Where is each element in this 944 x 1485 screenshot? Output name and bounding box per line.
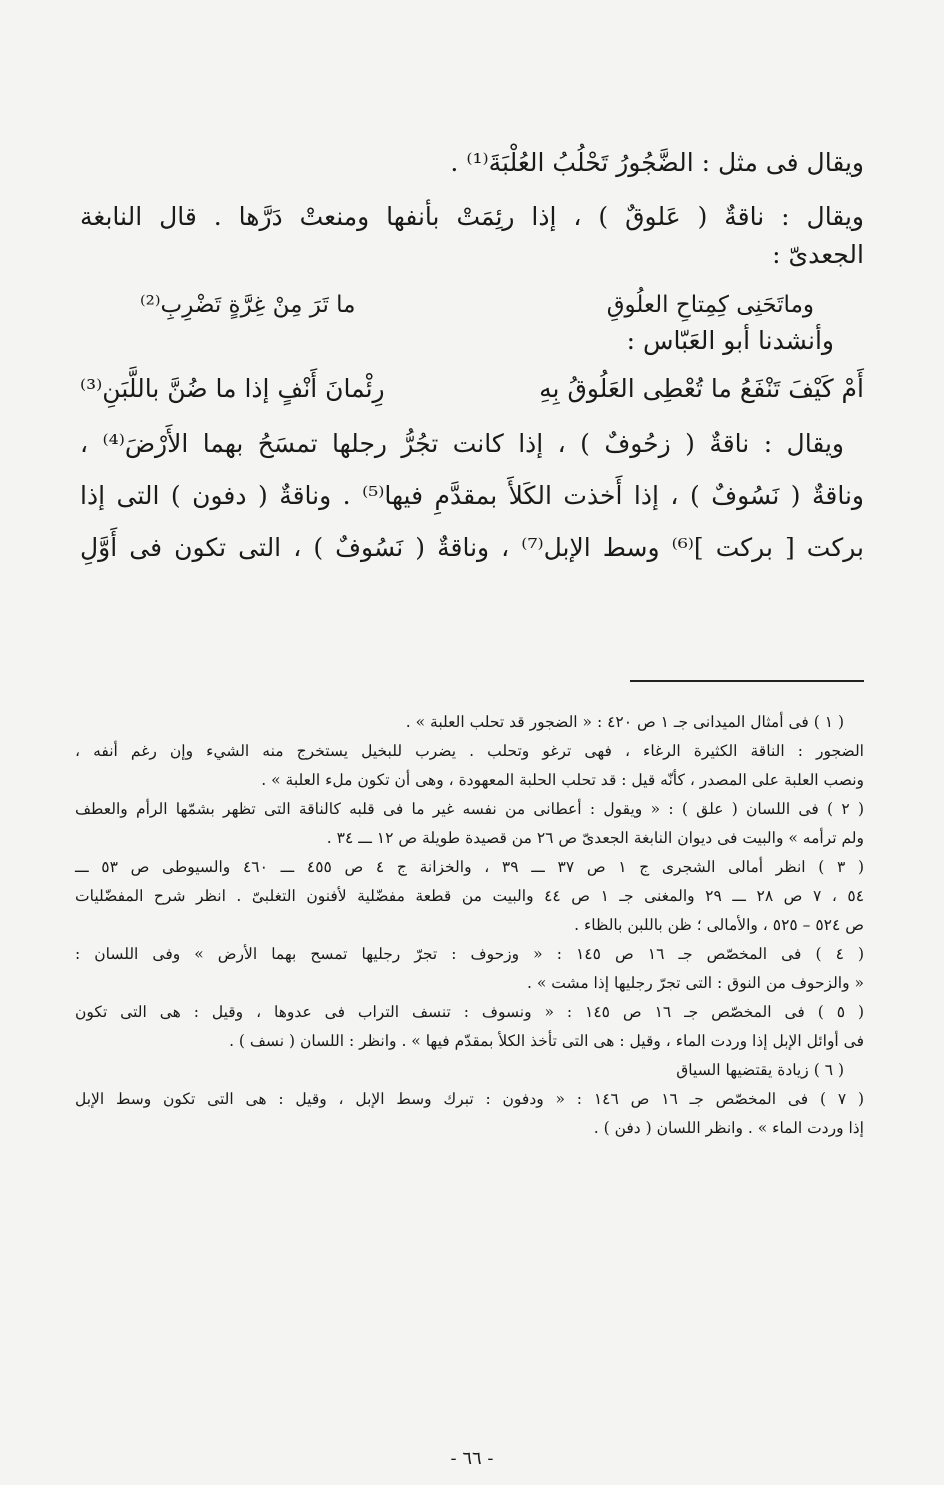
- footnote-divider: [630, 680, 864, 682]
- verse-1: [80, 292, 864, 318]
- text-line-9: بركت [ بركت ]⁽⁶⁾ وسط الإبل⁽⁷⁾ ، وناقةٌ ( نَسُوفٌ ) ، التى تكون فى أَوَّلِ: [80, 533, 864, 562]
- footnote-7: ( ٧ ) فى المخصّص جـ ١٦ ص ١٤٦ : « ودفون : تبرك وسط الإبل ، وقيل : هى التى تكون وسط الإبل: [75, 1090, 864, 1108]
- verse-2-second-hemistich: رِئْمانَ أَنْفٍ إذا ما ضُنَّ باللَّبَنِ⁽³⁾: [80, 374, 385, 403]
- text-line-5: وأنشدنا أبو العَبّاس :: [626, 326, 834, 355]
- text-line-8: وناقةٌ ( نَسُوفٌ ) ، إذا أَخذت الكَلأَ بمقدَّمِ فيها⁽⁵⁾ . وناقةٌ ( دفون ) التى إذا: [80, 481, 864, 510]
- text-line-7: ويقال : ناقةٌ ( زحُوفٌ ) ، إذا كانت تجُرُّ رجلها تمسَحُ بهما الأَرْضَ⁽⁴⁾ ،: [80, 429, 845, 458]
- footnote-2: ( ٢ ) فى اللسان ( علق ) : « ويقول : أعطانى من نفسه غير ما فى قلبه كالناقة التى تظهر بشمّها الرأم والعطف: [75, 800, 864, 818]
- footnote-2-cont: ولم ترأمه » والبيت فى ديوان النابغة الجعدىّ ص ٢٦ من قصيدة طويلة ص ١٢ ـــ ٣٤ .: [326, 829, 864, 847]
- text-line-1: ويقال فى مثل : الضَّجُورُ تَحْلُبُ العُلْبَةَ⁽¹⁾ .: [450, 148, 864, 177]
- footnote-1-cont: الضجور : الناقة الكثيرة الرغاء ، فهى ترغو وتحلب . يضرب للبخيل يستخرج منه الشيء وإن رغم أنفه ،: [75, 742, 864, 760]
- main-text: [80, 140, 864, 563]
- verse-1-first-hemistich: وماتَحَنِى كِمِتاحِ العلُوقِ: [606, 292, 814, 318]
- verse-2: [80, 374, 864, 403]
- footnote-5-cont: فى أوائل الإبل إذا وردت الماء ، وقيل : هى التى تأخذ الكلأ بمقدّم فيها » . وانظر : اللسان ( نسف ) .: [229, 1032, 864, 1050]
- page-number: - ٦٦ -: [450, 1448, 494, 1469]
- footnote-4: ( ٤ ) فى المخصّص جـ ١٦ ص ١٤٥ : « وزحوف : تجرّ رجليها تمسح بهما الأرض » وفى اللسان :: [75, 945, 864, 963]
- footnote-7-cont: إذا وردت الماء » . وانظر اللسان ( دفن ) .: [593, 1119, 864, 1137]
- footnote-3-cont: ص ٥٢٤ – ٥٢٥ ، والأمالى ؛ ظن باللبن بالظاء .: [574, 916, 864, 934]
- footnote-6: ( ٦ ) زيادة يقتضيها السياق: [676, 1061, 844, 1079]
- footnote-4-cont: « والزحوف من النوق : التى تجرّ رجليها إذا مشت » .: [527, 974, 864, 992]
- text-line-3: الجعدىّ :: [772, 240, 864, 269]
- verse-1-second-hemistich: ما تَرَ مِنْ غِرَّةٍ تَضْرِبِ⁽²⁾: [140, 292, 356, 318]
- footnote-3-cont: ٥٤ ، ٧ ص ٢٨ ـــ ٢٩ والمغنى جـ ١ ص ٤٤ والبيت من قطعة مفضّلية لأفنون التغلبىّ . انظر شرح المفضّليات: [75, 887, 865, 905]
- footnote-1: ( ١ ) فى أمثال الميدانى جـ ١ ص ٤٢٠ : « الضجور قد تحلب العلبة » .: [405, 713, 844, 731]
- verse-2-first-hemistich: أَمْ كَيْفَ تَنْفَعُ ما تُعْطِى العَلُوقُ بِهِ: [539, 374, 864, 403]
- footnote-1-cont: ونصب العلبة على المصدر ، كأنّه قيل : قد تحلب الحلبة المعهودة ، وهى أن تكون ملء العلبة » .: [261, 771, 864, 789]
- footnotes: [75, 708, 864, 1143]
- footnote-3: ( ٣ ) انظر أمالى الشجرى ج ١ ص ٣٧ ـــ ٣٩ ، والخزانة ج ٤ ص ٤٥٥ ـــ ٤٦٠ والسيوطى ص ٥٣ ـــ: [75, 858, 865, 876]
- footnote-5: ( ٥ ) فى المخصّص جـ ١٦ ص ١٤٥ : « ونسوف : تنسف التراب فى عدوها ، وقيل : هى التى تكون: [75, 1003, 864, 1021]
- text-line-2: ويقال : ناقةٌ ( عَلوقٌ ) ، إذا رئِمَتْ بأنفها ومنعتْ دَرَّها . قال النابغة: [80, 202, 864, 231]
